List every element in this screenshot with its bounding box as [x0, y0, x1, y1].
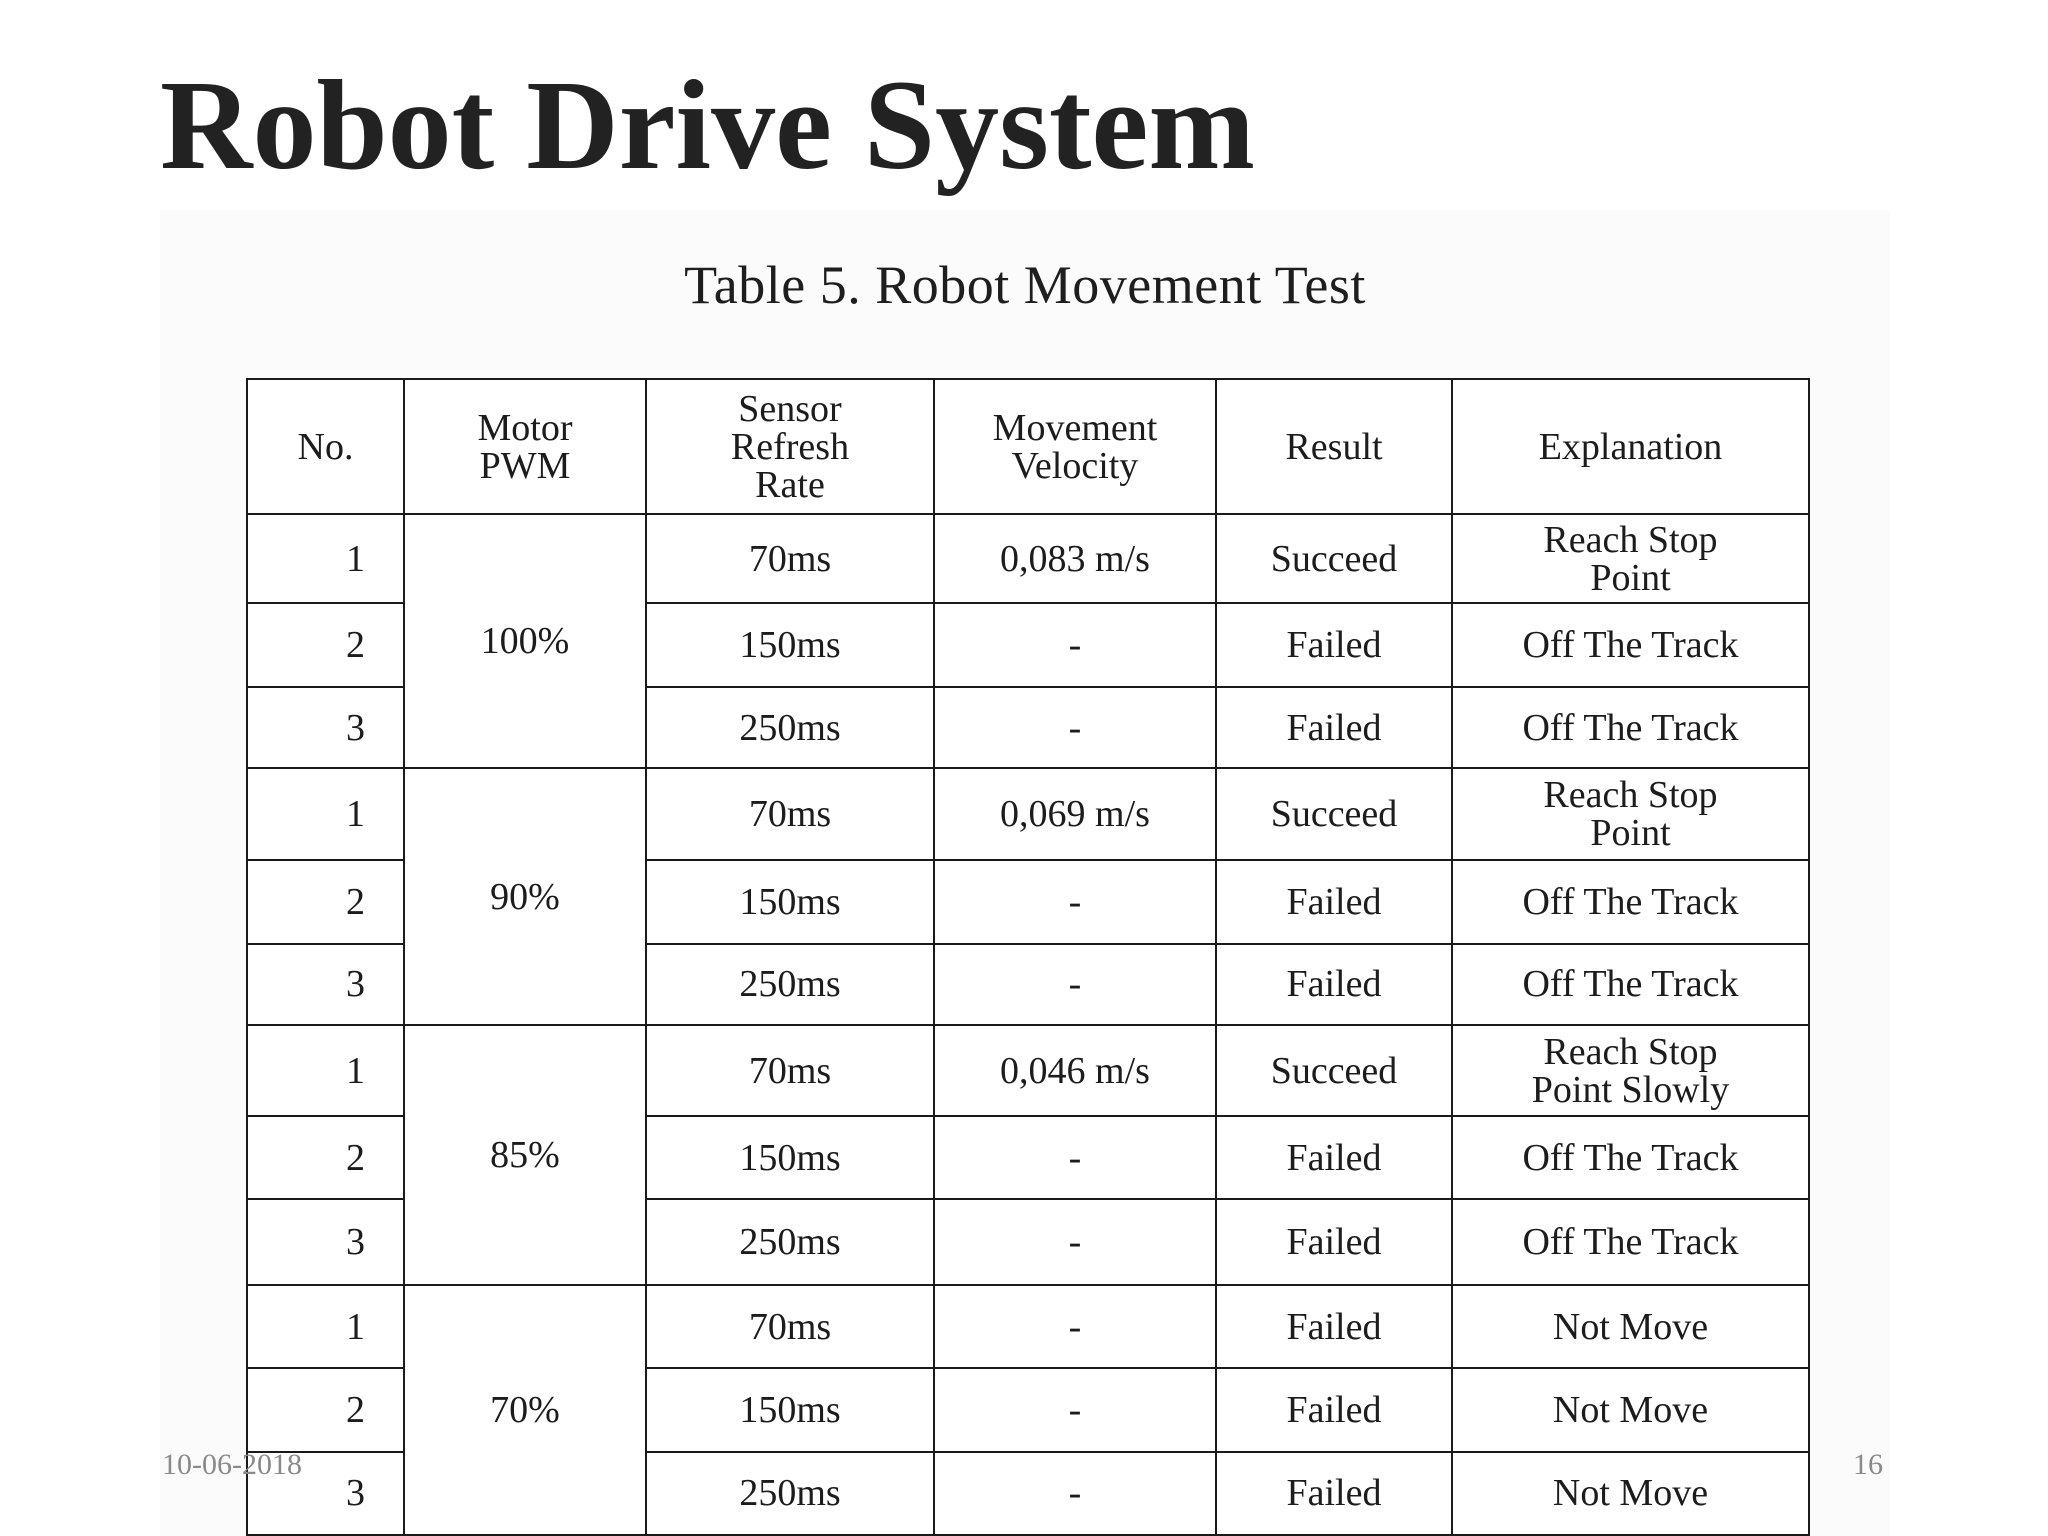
table-caption: Table 5. Robot Movement Test [684, 255, 1366, 315]
cell-result: Failed [1216, 1368, 1452, 1452]
table-row [247, 768, 1809, 859]
cell-no: 2 [247, 1368, 404, 1452]
cell-result: Failed [1216, 860, 1452, 944]
cell-motor-pwm: 90% [404, 768, 646, 1024]
cell-explanation: Off The Track [1452, 860, 1809, 944]
table-row [247, 1025, 1809, 1116]
cell-no: 3 [247, 1452, 404, 1535]
cell-refresh-rate: 250ms [646, 944, 934, 1025]
table-row [247, 514, 1809, 603]
cell-refresh-rate: 70ms [646, 514, 934, 603]
table-row [247, 1285, 1809, 1367]
cell-result: Failed [1216, 944, 1452, 1025]
cell-result: Succeed [1216, 768, 1452, 859]
cell-refresh-rate: 70ms [646, 1285, 934, 1367]
cell-velocity: - [934, 860, 1216, 944]
cell-result: Failed [1216, 1199, 1452, 1285]
cell-explanation: Not Move [1452, 1452, 1809, 1535]
cell-no: 1 [247, 1025, 404, 1116]
cell-no: 2 [247, 1116, 404, 1199]
cell-velocity: 0,069 m/s [934, 768, 1216, 859]
cell-velocity: - [934, 1199, 1216, 1285]
cell-velocity: 0,046 m/s [934, 1025, 1216, 1116]
cell-explanation: Off The Track [1452, 687, 1809, 768]
cell-velocity: - [934, 687, 1216, 768]
cell-refresh-rate: 150ms [646, 603, 934, 687]
cell-no: 1 [247, 1285, 404, 1367]
cell-motor-pwm: 85% [404, 1025, 646, 1285]
cell-no: 1 [247, 514, 404, 603]
cell-explanation: Reach Stop Point Slowly [1452, 1025, 1809, 1116]
cell-no: 3 [247, 944, 404, 1025]
table-header-row [247, 379, 1809, 514]
cell-velocity: - [934, 1116, 1216, 1199]
cell-explanation: Reach Stop Point [1452, 514, 1809, 603]
table-body [247, 514, 1809, 1535]
header-cell: No. [247, 379, 404, 514]
cell-motor-pwm: 100% [404, 514, 646, 768]
cell-result: Failed [1216, 1116, 1452, 1199]
header-cell: Explanation [1452, 379, 1809, 514]
cell-velocity: - [934, 603, 1216, 687]
cell-explanation: Not Move [1452, 1368, 1809, 1452]
header-cell: Motor PWM [404, 379, 646, 514]
page-number: 16 [1853, 1448, 1883, 1481]
cell-velocity: - [934, 1452, 1216, 1535]
cell-no: 3 [247, 1199, 404, 1285]
cell-velocity: - [934, 1285, 1216, 1367]
cell-velocity: - [934, 1368, 1216, 1452]
header-cell: Sensor Refresh Rate [646, 379, 934, 514]
cell-no: 3 [247, 687, 404, 768]
cell-no: 1 [247, 768, 404, 859]
cell-result: Failed [1216, 603, 1452, 687]
footer-date: 10-06-2018 [162, 1448, 302, 1481]
cell-velocity: 0,083 m/s [934, 514, 1216, 603]
cell-result: Succeed [1216, 1025, 1452, 1116]
movement-test-table [246, 378, 1810, 1536]
cell-refresh-rate: 150ms [646, 1368, 934, 1452]
cell-refresh-rate: 250ms [646, 687, 934, 768]
cell-result: Succeed [1216, 514, 1452, 603]
cell-result: Failed [1216, 687, 1452, 768]
cell-explanation: Off The Track [1452, 603, 1809, 687]
cell-result: Failed [1216, 1285, 1452, 1367]
slide-title: Robot Drive System [160, 54, 1255, 196]
cell-velocity: - [934, 944, 1216, 1025]
cell-result: Failed [1216, 1452, 1452, 1535]
cell-no: 2 [247, 603, 404, 687]
cell-refresh-rate: 150ms [646, 1116, 934, 1199]
cell-refresh-rate: 250ms [646, 1452, 934, 1535]
cell-refresh-rate: 70ms [646, 768, 934, 859]
cell-explanation: Reach Stop Point [1452, 768, 1809, 859]
table-figure [160, 210, 1890, 1536]
cell-explanation: Off The Track [1452, 1116, 1809, 1199]
cell-explanation: Off The Track [1452, 944, 1809, 1025]
cell-motor-pwm: 70% [404, 1285, 646, 1535]
cell-no: 2 [247, 860, 404, 944]
cell-refresh-rate: 150ms [646, 860, 934, 944]
cell-refresh-rate: 70ms [646, 1025, 934, 1116]
header-cell: Movement Velocity [934, 379, 1216, 514]
cell-explanation: Off The Track [1452, 1199, 1809, 1285]
cell-refresh-rate: 250ms [646, 1199, 934, 1285]
cell-explanation: Not Move [1452, 1285, 1809, 1367]
header-cell: Result [1216, 379, 1452, 514]
